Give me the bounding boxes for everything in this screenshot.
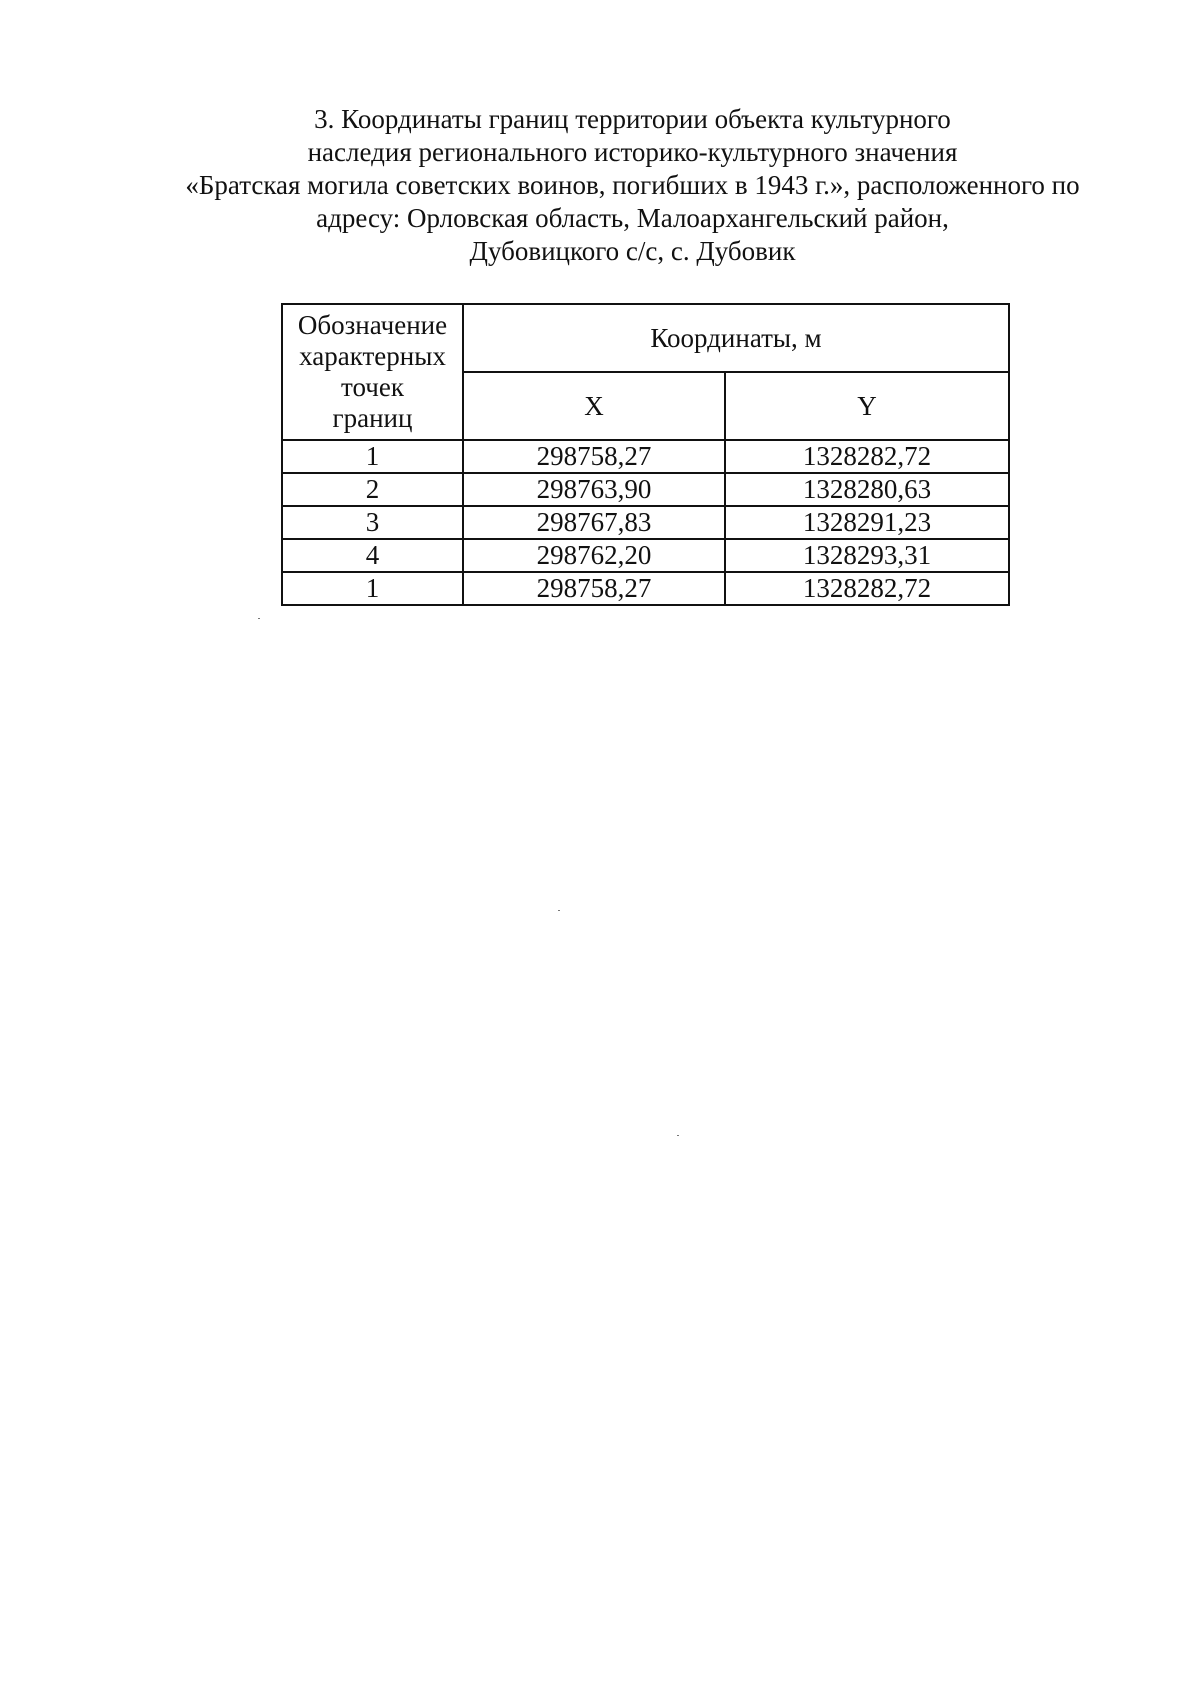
coordinates-header: Координаты, м xyxy=(463,304,1009,372)
point-cell: 1 xyxy=(282,440,463,473)
x-cell: 298767,83 xyxy=(463,506,725,539)
heading-line: Дубовицкого с/с, с. Дубовик xyxy=(469,236,796,266)
x-header: X xyxy=(463,372,725,440)
x-cell: 298758,27 xyxy=(463,440,725,473)
points-header-line: Обозначение xyxy=(297,309,448,340)
heading-line: «Братская могила советских воинов, погибших в 1943 г.», расположенного по xyxy=(185,170,1080,200)
heading-line: наследия регионального историко-культурного значения xyxy=(307,137,958,167)
y-header: Y xyxy=(725,372,1009,440)
table-row xyxy=(282,539,1009,572)
x-cell: 298758,27 xyxy=(463,572,725,605)
point-cell: 2 xyxy=(282,473,463,506)
y-cell: 1328282,72 xyxy=(725,440,1009,473)
points-header-line: точек xyxy=(341,371,404,402)
point-cell: 1 xyxy=(282,572,463,605)
x-cell: 298763,90 xyxy=(463,473,725,506)
coordinates-table xyxy=(281,303,1010,606)
table-header-row xyxy=(282,304,1009,372)
table-row xyxy=(282,440,1009,473)
y-cell: 1328282,72 xyxy=(725,572,1009,605)
points-header-line: характерных xyxy=(299,340,446,371)
scan-speck xyxy=(258,618,260,619)
heading-line: адресу: Орловская область, Малоархангельский район, xyxy=(316,203,949,233)
table-row xyxy=(282,572,1009,605)
scan-speck xyxy=(677,1135,679,1136)
scan-speck xyxy=(558,910,560,911)
document-heading xyxy=(150,103,1115,268)
y-cell: 1328293,31 xyxy=(725,539,1009,572)
table-row xyxy=(282,506,1009,539)
point-cell: 4 xyxy=(282,539,463,572)
points-header-line: границ xyxy=(332,402,413,433)
x-cell: 298762,20 xyxy=(463,539,725,572)
y-cell: 1328280,63 xyxy=(725,473,1009,506)
point-cell: 3 xyxy=(282,506,463,539)
y-cell: 1328291,23 xyxy=(725,506,1009,539)
heading-line: 3. Координаты границ территории объекта культурного xyxy=(314,104,951,134)
table-row xyxy=(282,473,1009,506)
points-header xyxy=(282,304,463,440)
